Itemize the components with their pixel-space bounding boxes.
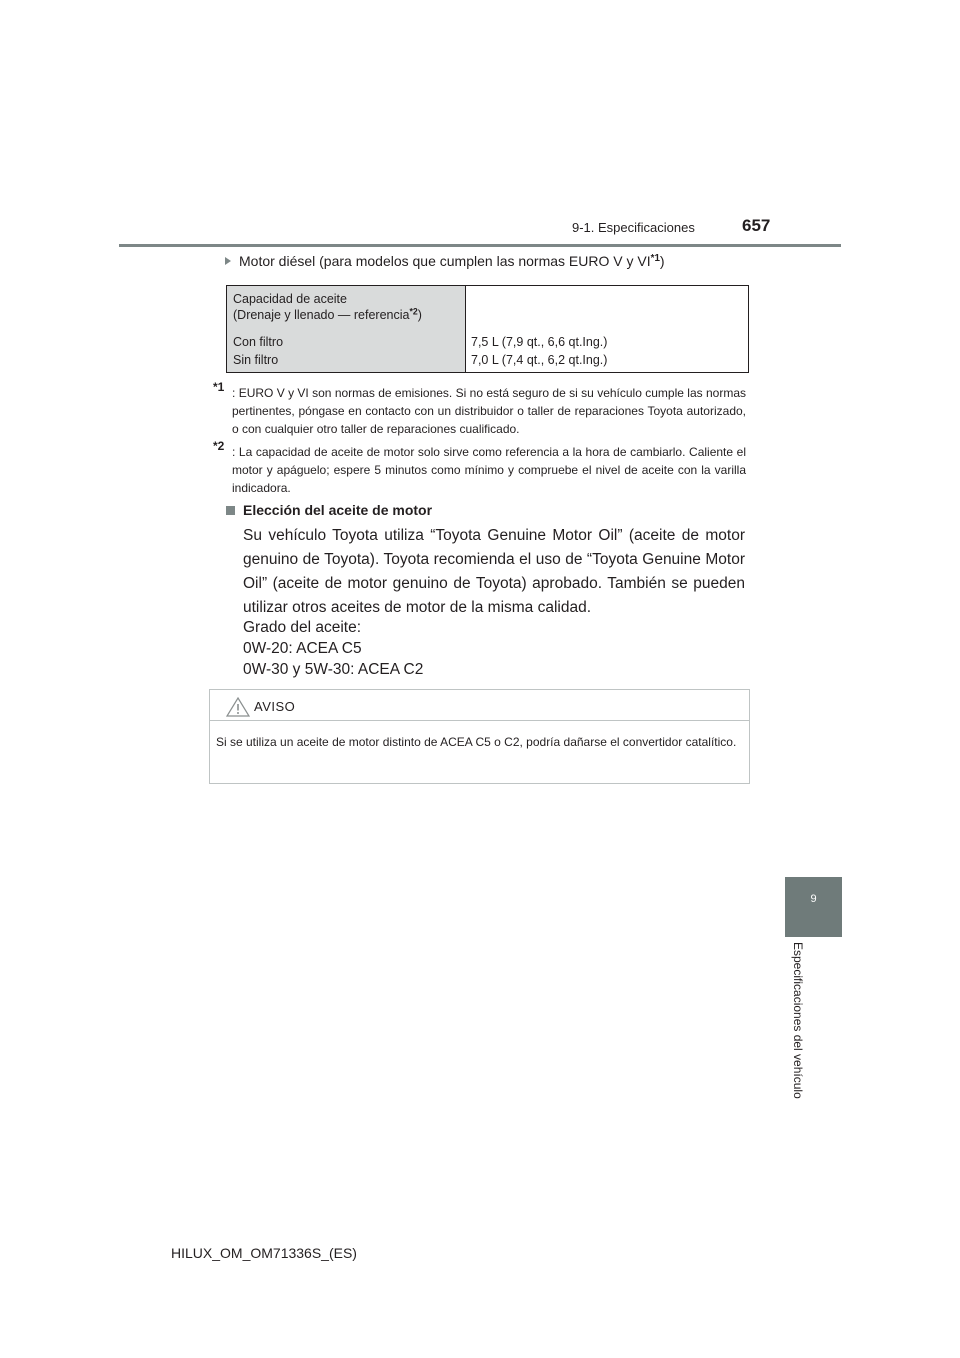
engine-bullet-close: ): [659, 253, 665, 269]
header-section-title: 9-1. Especificaciones: [572, 220, 695, 235]
engine-bullet-text: Motor diésel (para modelos que cumplen las normas EURO V y VI: [239, 253, 651, 269]
notice-text: Si se utiliza un aceite de motor distinto de ACEA C5 o C2, podría dañarse el convertidor catalítico.: [216, 735, 737, 749]
square-bullet-icon: [226, 506, 235, 515]
section-body: Su vehículo Toyota utiliza “Toyota Genuine Motor Oil” (aceite de motor genuino de Toyota). Toyota recomienda el uso de “Toyota Genuine Motor Oil” (aceite de motor genuino de Toyota) aprobado. También se pueden utilizar otros aceites de motor de la misma calidad.: [243, 527, 745, 616]
footnote-1: : EURO V y VI son normas de emisiones. Si no está seguro de si su vehículo cumple las normas pertinentes, póngase en contacto con un distribuidor o taller de reparaciones Toyota autorizado, o con cualquier otro taller de reparaciones cualificado.: [232, 386, 746, 436]
row-value-with-filter: 7,5 L (7,9 qt., 6,6 qt.Ing.): [471, 335, 608, 349]
section-heading: [226, 502, 432, 518]
table-header-line2: [233, 307, 422, 324]
row-label-without-filter: Sin filtro: [233, 353, 279, 367]
footnote-ref-2: *2: [409, 306, 418, 317]
footnote-ref-1: *1: [650, 253, 660, 265]
section-heading-text: Elección del aceite de motor: [243, 502, 433, 518]
table-header-line2-text: (Drenaje y llenado — referencia: [233, 308, 410, 322]
triangle-bullet-icon: [225, 257, 231, 265]
notice-box: [209, 689, 750, 784]
engine-bullet: [225, 253, 665, 269]
row-value-without-filter: 7,0 L (7,4 qt., 6,2 qt.Ing.): [471, 353, 608, 367]
table-header-line1: Capacidad de aceite: [233, 292, 347, 306]
oil-grade-label: Grado del aceite:: [243, 619, 362, 636]
chapter-tab: [785, 877, 842, 937]
notice-title: AVISO: [254, 699, 296, 714]
footnote-2: : La capacidad de aceite de motor solo sirve como referencia a la hora de cambiarlo. Caliente el motor y apáguelo; espere 5 minutos como mínimo y compruebe el nivel de aceite con la varilla indicadora.: [232, 445, 746, 495]
chapter-number: 9: [810, 893, 817, 905]
page-number: 657: [742, 216, 771, 235]
footnote-mark-2: *2: [213, 439, 225, 453]
header-divider: [119, 244, 841, 247]
oil-grade-1: 0W-20: ACEA C5: [243, 640, 362, 657]
footnote-mark-1: *1: [213, 380, 225, 394]
warning-triangle-icon: [226, 697, 250, 717]
row-label-with-filter: Con filtro: [233, 335, 284, 349]
document-code: HILUX_OM_OM71336S_(ES): [171, 1245, 357, 1261]
table-header-line2-close: ): [417, 308, 422, 322]
oil-capacity-table: [226, 285, 749, 373]
notice-header: [210, 690, 749, 721]
oil-grade-2: 0W-30 y 5W-30: ACEA C2: [243, 661, 424, 678]
chapter-title-vertical: Especificaciones del vehículo: [791, 942, 805, 1099]
